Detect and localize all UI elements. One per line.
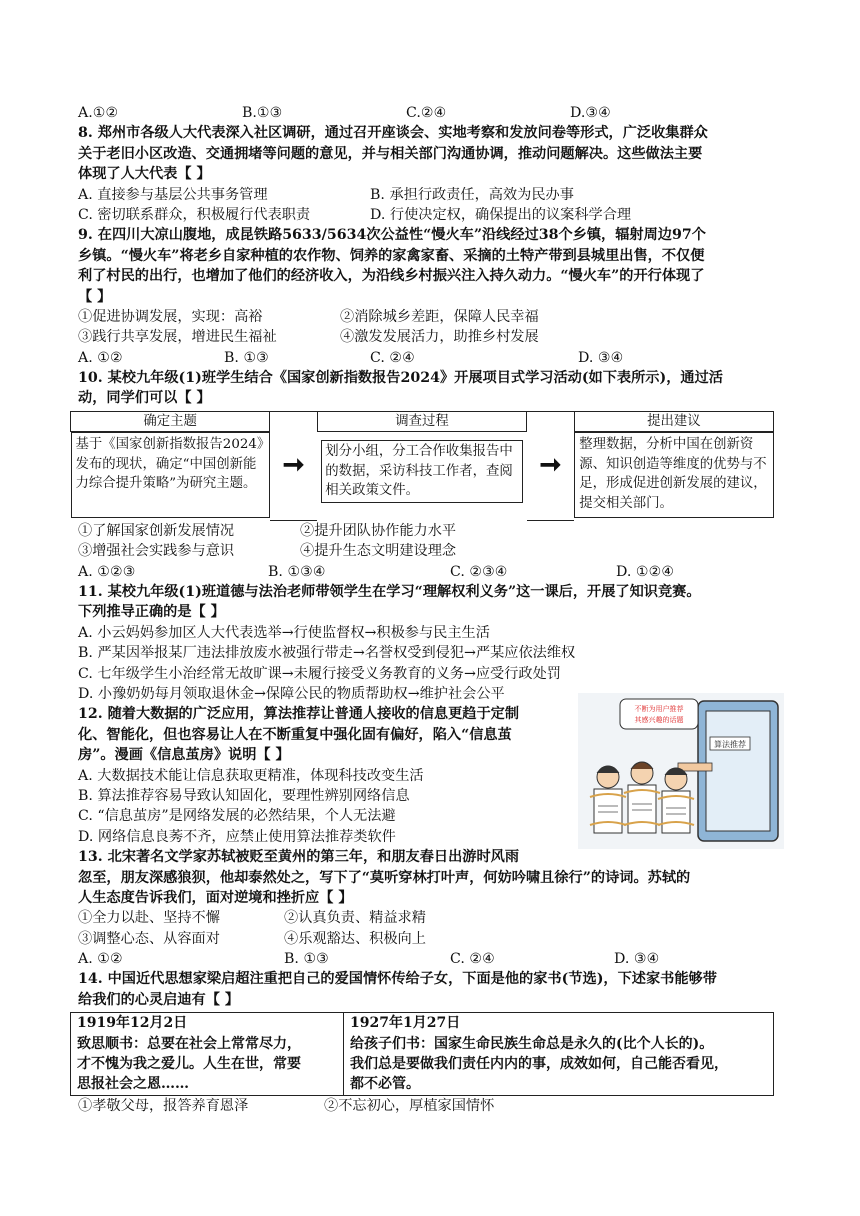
q9-options: [78, 348, 778, 368]
q9-stem-line: 9. 在四川大凉山腹地，成昆铁路5633/5634次公益性“慢火车”沿线经过38个乡镇，辐射周边97个: [78, 227, 706, 244]
letter-line: 我们总是要做我们责任内内的事，成效如何，自己能否看见，: [350, 1056, 728, 1073]
q9-option-a[interactable]: A. ①②: [78, 349, 123, 366]
q9-option-c[interactable]: C. ②④: [370, 349, 415, 366]
info-cocoon-cartoon: [578, 693, 784, 849]
q14-letters-table: [70, 1012, 774, 1096]
table-cell: 整理数据，分析中国在创新资源、知识创造等维度的优势与不足，形成促进创新发展的建议，提交相关部门。: [574, 432, 773, 518]
q11-option-c[interactable]: C. 七年级学生小治经常无故旷课→未履行接受义务教育的义务→应受行政处罚: [78, 665, 561, 682]
q14-statement-1: ①孝敬父母，报答养育恩泽: [78, 1097, 249, 1114]
q13-option-b[interactable]: B. ①③: [284, 951, 329, 968]
q12-option-a[interactable]: A. 大数据技术能让信息获取更精准，体现科技改变生活: [78, 767, 424, 784]
q10-statement-3: ③增强社会实践参与意识: [78, 543, 235, 560]
bubble-line: 其感兴趣的话题: [634, 716, 684, 724]
q13-statements-row: [78, 929, 778, 949]
q7-option-c[interactable]: C.②④: [406, 105, 447, 121]
bubble-line: 不断为用户推荐: [634, 705, 684, 713]
letter-date: 1919年12月2日: [77, 1015, 188, 1032]
q10-stem-line: 10. 某校九年级(1)班学生结合《国家创新指数报告2024》开展项目式学习活动(如下表所示)，通过活: [78, 370, 723, 387]
letter-line: 给孩子们书：国家生命民族生命总是永久的(比个人长的)。: [350, 1035, 714, 1052]
table-cell: 划分小组，分工合作收集报告中的数据，采访科技工作者，查阅相关政策文件。: [321, 440, 522, 503]
q10-project-table: [70, 411, 774, 521]
q12-option-c[interactable]: C. “信息茧房”是网络发展的必然结果，个人无法避: [78, 808, 396, 825]
q9-stem-line: 【 】: [78, 288, 112, 305]
table-header: 提出建议: [574, 411, 773, 432]
letter-line: 思报社会之恩……: [77, 1076, 189, 1093]
q10-statement-2: ②提升团队协作能力水平: [300, 522, 457, 539]
q8-option-c[interactable]: C. 密切联系群众，积极履行代表职责: [78, 206, 311, 223]
q10-option-d[interactable]: D. ①②④: [616, 563, 675, 580]
q9-stem-line: 利了村民的出行，也增加了他们的经济收入，为沿线乡村振兴注入持久动力。“慢火车”的开行体现了: [78, 268, 705, 285]
q13-option-a[interactable]: A. ①②: [78, 951, 123, 968]
table-header: 确定主题: [71, 411, 270, 432]
q13-statement-2: ②认真负责、精益求精: [284, 910, 426, 927]
q9-statements-row: [78, 307, 778, 327]
table-header: 调查过程: [317, 411, 526, 432]
q11-stem-line: 11. 某校九年级(1)班道德与法治老师带领学生在学习“理解权利义务”这一课后，开展了知识竞赛。: [78, 584, 701, 601]
q10-statement-4: ④提升生态文明建设理念: [300, 543, 457, 560]
q8-option-a[interactable]: A. 直接参与基层公共事务管理: [78, 186, 268, 203]
letter-line: 都不必管。: [350, 1076, 420, 1093]
q9-statement-4: ④激发发展活力，助推乡村发展: [340, 329, 539, 346]
q12-stem-line: 12. 随着大数据的广泛应用，算法推荐让普通人接收的信息更趋于定制: [78, 706, 520, 723]
q10-statement-1: ①了解国家创新发展情况: [78, 522, 235, 539]
q8-option-b[interactable]: B. 承担行政责任，高效为民办事: [370, 186, 574, 203]
door-label: 算法推荐: [714, 740, 746, 749]
letter-date: 1927年1月27日: [350, 1015, 461, 1032]
q12-stem-line: 房”。漫画《信息茧房》说明【 】: [78, 747, 290, 764]
q8-stem-line: 体现了人大代表【 】: [78, 166, 211, 183]
q12-option-d[interactable]: D. 网络信息良莠不齐，应禁止使用算法推荐类软件: [78, 828, 396, 845]
q14-statement-2: ②不忘初心，厚植家国情怀: [324, 1097, 495, 1114]
q10-options: [78, 562, 778, 582]
q9-statements-row: [78, 327, 778, 347]
q9-statement-2: ②消除城乡差距，保障人民幸福: [340, 308, 539, 325]
q8-stem-line: 关于老旧小区改造、交通拥堵等问题的意见，并与相关部门沟通协调，推动问题解决。这些做法主要: [78, 145, 703, 162]
q11-stem-line: 下列推导正确的是【 】: [78, 604, 225, 621]
q9-option-b[interactable]: B. ①③: [224, 349, 269, 366]
q13-stem-line: 13. 北宋著名文学家苏轼被贬至黄州的第三年，和朋友春日出游时风雨: [78, 849, 520, 866]
q11-option-b[interactable]: B. 严某因举报某厂违法排放废水被强行带走→名誉权受到侵犯→严某应依法维权: [78, 645, 576, 662]
exam-page: [75, 103, 778, 1116]
q13-option-d[interactable]: D. ③④: [614, 951, 660, 968]
cartoon-illustration: [578, 693, 784, 849]
q12-option-b[interactable]: B. 算法推荐容易导致认知固化，要理性辨别网络信息: [78, 787, 410, 804]
q11-option-a[interactable]: A. 小云妈妈参加区人大代表选举→行使监督权→积极参与民主生活: [78, 624, 490, 641]
table-cell: 基于《国家创新指数报告2024》发布的现状，确定“中国创新能力综合提升策略”为研究主题。: [71, 432, 270, 518]
q10-option-c[interactable]: C. ②③④: [450, 563, 508, 580]
letter-1: [71, 1013, 344, 1096]
q9-statement-3: ③践行共享发展，增进民生福祉: [78, 329, 277, 346]
q10-statements-row: [78, 521, 778, 541]
q13-stem-line: 人生态度告诉我们，面对逆境和挫折应【 】: [78, 889, 353, 906]
q11-option-d[interactable]: D. 小豫奶奶每月领取退休金→保障公民的物质帮助权→维护社会公平: [78, 685, 505, 702]
q13-statement-1: ①全力以赴、坚持不懈: [78, 910, 220, 927]
q7-option-a[interactable]: A.①②: [78, 105, 119, 121]
q8-option-d[interactable]: D. 行使决定权，确保提出的议案科学合理: [370, 206, 632, 223]
q9-stem-line: 乡镇。“慢火车”将老乡自家种植的农作物、饲养的家禽家畜、采摘的土特产带到县城里出售，不仅便: [78, 247, 705, 264]
q13-stem-line: 忽至，朋友深感狼狈，他却泰然处之，写下了“莫听穿林打叶声，何妨吟啸且徐行”的诗词。苏轼的: [78, 869, 691, 886]
letter-2: [344, 1013, 774, 1096]
q10-statements-row: [78, 541, 778, 561]
q9-statement-1: ①促进协调发展，实现：高裕: [78, 308, 263, 325]
q13-option-c[interactable]: C. ②④: [450, 951, 495, 968]
q7-options: [78, 103, 778, 123]
q8-options-row: [78, 205, 778, 225]
arrow-icon: ➞: [270, 411, 318, 520]
q14-stem-line: 14. 中国近代思想家梁启超注重把自己的爱国情怀传给子女，下面是他的家书(节选)，下述家书能够带: [78, 971, 717, 988]
q13-statement-3: ③调整心态、从容面对: [78, 930, 220, 947]
q7-option-d[interactable]: D.③④: [570, 105, 611, 121]
letter-line: 才不愧为我之爱儿。人生在世，常要: [77, 1056, 301, 1073]
q8-stem-line: 8. 郑州市各级人大代表深入社区调研，通过召开座谈会、实地考察和发放问卷等形式，广泛收集群众: [78, 125, 708, 142]
q7-option-b[interactable]: B.①③: [242, 105, 283, 121]
q13-statement-4: ④乐观豁达、积极向上: [284, 930, 426, 947]
q14-statements-row: [78, 1096, 778, 1116]
letter-line: 致思顺书：总要在社会上常常尽力，: [77, 1035, 301, 1052]
q13-statements-row: [78, 908, 778, 928]
q14-stem-line: 给我们的心灵启迪有【 】: [78, 991, 240, 1008]
q12-stem-line: 化、智能化，但也容易让人在不断重复中强化固有偏好，陷入“信息茧: [78, 726, 512, 743]
q10-option-b[interactable]: B. ①③④: [268, 563, 326, 580]
q10-option-a[interactable]: A. ①②③: [78, 563, 136, 580]
q8-options-row: [78, 185, 778, 205]
q10-stem-line: 动，同学们可以【 】: [78, 390, 211, 407]
arrow-icon: ➞: [527, 411, 575, 520]
q9-option-d[interactable]: D. ③④: [578, 349, 624, 366]
q13-options: [78, 949, 778, 969]
